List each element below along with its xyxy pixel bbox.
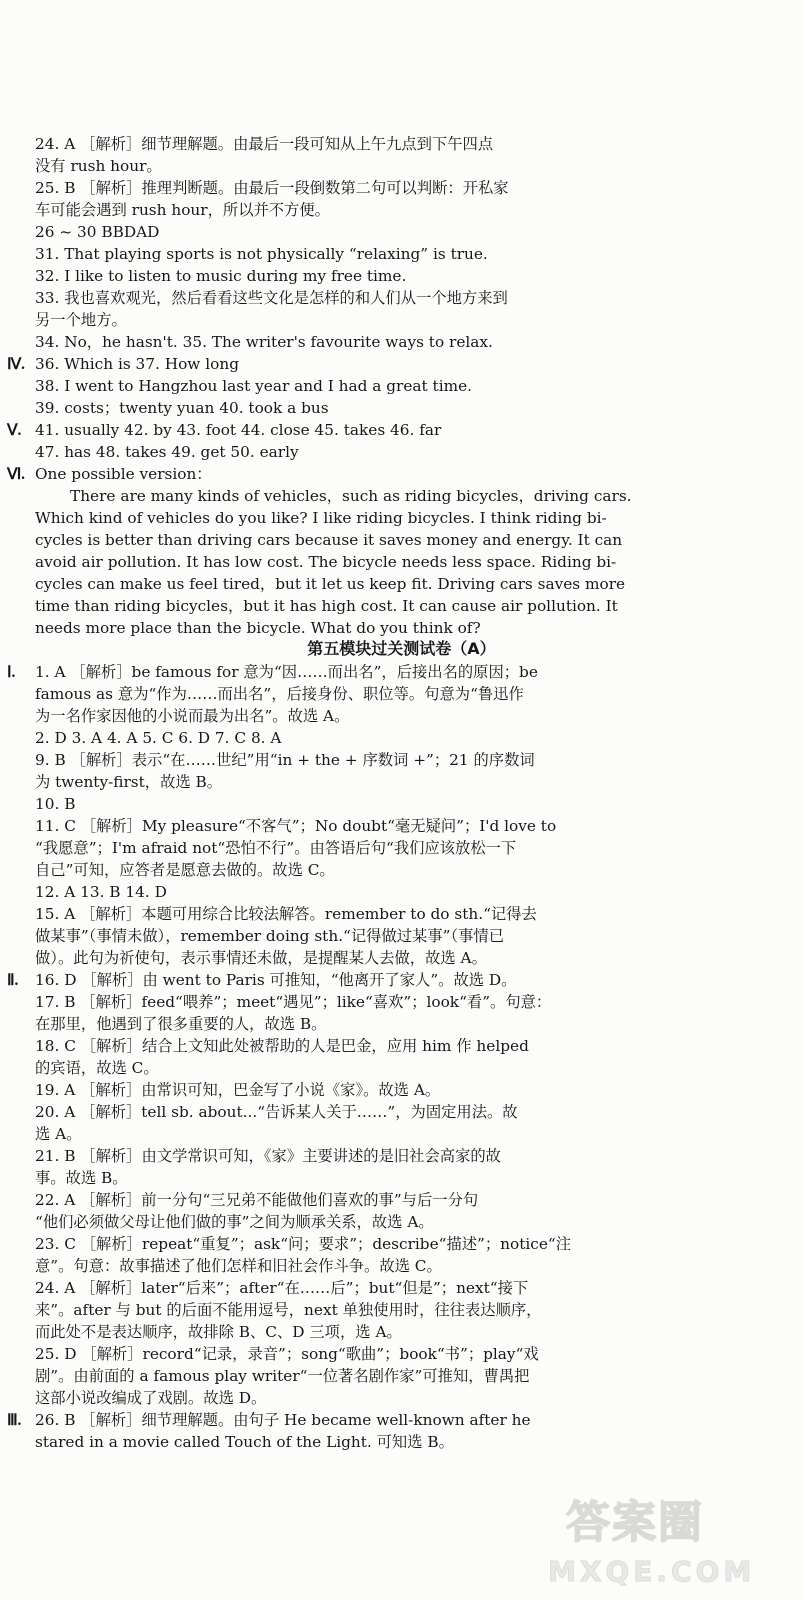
essay-line: cycles is better than driving cars because it saves money and energy. It can [35, 531, 623, 549]
answer-line: 34. No，he hasn't. 35. The writer's favourite ways to relax. [35, 333, 493, 351]
section-number-ii: Ⅱ. [7, 972, 19, 989]
answer-line: 26 ~ 30 BBDAD [35, 223, 160, 241]
section-number-iii: Ⅲ. [7, 1412, 22, 1429]
section-number-vi: Ⅵ. [7, 466, 25, 483]
answer-line: 这部小说改编成了戏剧。故选 D。 [35, 1389, 267, 1407]
answer-line: 自己”可知，应答者是愿意去做的。故选 C。 [35, 861, 335, 879]
answer-line: 38. I went to Hangzhou last year and I had a great time. [35, 377, 473, 395]
answer-line: 选 A。 [35, 1125, 82, 1143]
answer-line: 18. C ［解析］结合上文知此处被帮助的人是巴金，应用 him 作 helped [35, 1037, 529, 1055]
section-number-v: Ⅴ. [7, 422, 22, 439]
answer-line: 而此处不是表达顺序，故排除 B、C、D 三项，选 A。 [35, 1323, 402, 1341]
answer-line: 41. usually 42. by 43. foot 44. close 45. takes 46. far [35, 421, 442, 439]
answer-line: 26. B ［解析］细节理解题。由句子 He became well-known after he [35, 1411, 531, 1429]
answer-line: 15. A ［解析］本题可用综合比较法解答。remember to do sth.“记得去 [35, 905, 537, 923]
answer-line: 在那里，他遇到了很多重要的人，故选 B。 [35, 1015, 327, 1033]
answer-line: 做）。此句为祈使句，表示事情还未做，是提醒某人去做，故选 A。 [35, 949, 487, 967]
answer-line: 12. A 13. B 14. D [35, 883, 167, 901]
answer-line: 24. A ［解析］later“后来”；after“在……后”；but“但是”；next“接下 [35, 1279, 529, 1297]
section-number-iv: Ⅳ. [7, 356, 25, 373]
answer-line: 2. D 3. A 4. A 5. C 6. D 7. C 8. A [35, 729, 282, 747]
watermark-url: MXQE.COM [548, 1555, 756, 1588]
answer-line: 车可能会遇到 rush hour，所以并不方便。 [35, 201, 330, 219]
answer-line: One possible version： [35, 465, 212, 483]
answer-line: 16. D ［解析］由 went to Paris 可推知，“他离开了家人”。故选 D。 [35, 971, 517, 989]
answer-line: famous as 意为“作为……而出名”，后接身份、职位等。句意为“鲁迅作 [35, 685, 524, 703]
essay-line: avoid air pollution. It has low cost. The bicycle needs less space. Riding bi- [35, 553, 617, 571]
answer-line: 没有 rush hour。 [35, 157, 162, 175]
answer-line: 24. A ［解析］细节理解题。由最后一段可知从上午九点到下午四点 [35, 135, 494, 153]
answer-line: 25. D ［解析］record“记录，录音”；song“歌曲”；book“书”；play“戏 [35, 1345, 539, 1363]
answer-line: “我愿意”；I'm afraid not“恐怕不行”。由答语后句“我们应该放松一下 [35, 839, 517, 857]
answer-line: “他们必须做父母让他们做的事”之间为顺承关系，故选 A。 [35, 1213, 434, 1231]
watermark-title: 答案圈 [566, 1497, 704, 1548]
essay-line: needs more place than the bicycle. What do you think of? [35, 619, 481, 637]
answer-line: 意”。句意：故事描述了他们怎样和旧社会作斗争。故选 C。 [35, 1257, 442, 1275]
essay-line: Which kind of vehicles do you like? I like riding bicycles. I think riding bi- [35, 509, 607, 527]
answer-line: 31. That playing sports is not physically “relaxing” is true. [35, 245, 488, 263]
section-heading: 第五模块过关测试卷（A） [307, 639, 496, 658]
essay-line: There are many kinds of vehicles，such as riding bicycles，driving cars. [70, 487, 632, 505]
answer-line: 剧”。由前面的 a famous play writer“一位著名剧作家”可推知，曹禺把 [35, 1367, 530, 1385]
answer-line: 39. costs；twenty yuan 40. took a bus [35, 399, 329, 417]
answer-line: stared in a movie called Touch of the Light. 可知选 B。 [35, 1433, 454, 1451]
answer-line: 22. A ［解析］前一分句“三兄弟不能做他们喜欢的事”与后一分句 [35, 1191, 479, 1209]
answer-line: 19. A ［解析］由常识可知，巴金写了小说《家》。故选 A。 [35, 1081, 441, 1099]
answer-line: 为 twenty-first，故选 B。 [35, 773, 223, 791]
answer-line: 25. B ［解析］推理判断题。由最后一段倒数第二句可以判断：开私家 [35, 179, 509, 197]
answer-line: 来”。after 与 but 的后面不能用逗号，next 单独使用时，往往表达顺序， [35, 1301, 542, 1319]
answer-line: 为一名作家因他的小说而最为出名”。故选 A。 [35, 707, 350, 725]
answer-line: 47. has 48. takes 49. get 50. early [35, 443, 299, 461]
answer-line: 17. B ［解析］feed“喂养”；meet“遇见”；like“喜欢”；look“看”。句意： [35, 993, 552, 1011]
answer-line: 20. A ［解析］tell sb. about...“告诉某人关于……”，为固定用法。故 [35, 1103, 518, 1121]
answer-line: 11. C ［解析］My pleasure“不客气”；No doubt“毫无疑问”；I'd love to [35, 817, 557, 835]
answer-line: 1. A ［解析］be famous for 意为“因……而出名”，后接出名的原因；be [35, 663, 538, 681]
answer-line: 33. 我也喜欢观光，然后看看这些文化是怎样的和人们从一个地方来到 [35, 289, 508, 307]
answer-line: 23. C ［解析］repeat“重复”；ask“问；要求”；describe“描述”；notice“注 [35, 1235, 571, 1253]
section-number-i: Ⅰ. [7, 664, 16, 681]
essay-line: time than riding bicycles，but it has high cost. It can cause air pollution. It [35, 597, 618, 615]
answer-line: 另一个地方。 [35, 311, 127, 329]
answer-line: 21. B ［解析］由文学常识可知，《家》主要讲述的是旧社会高家的故 [35, 1147, 501, 1165]
answer-line: 32. I like to listen to music during my free time. [35, 267, 407, 285]
watermark-logo [548, 1497, 788, 1593]
answer-line: 36. Which is 37. How long [35, 355, 239, 373]
answer-line: 做某事”（事情未做），remember doing sth.“记得做过某事”（事情已 [35, 927, 505, 945]
essay-line: cycles can make us feel tired，but it let us keep fit. Driving cars saves more [35, 575, 626, 593]
answer-line: 10. B [35, 795, 76, 813]
answer-line: 9. B ［解析］表示“在……世纪”用“in + the + 序数词 +”；21 的序数词 [35, 751, 535, 769]
answer-line: 事。故选 B。 [35, 1169, 128, 1187]
answer-line: 的宾语，故选 C。 [35, 1059, 159, 1077]
